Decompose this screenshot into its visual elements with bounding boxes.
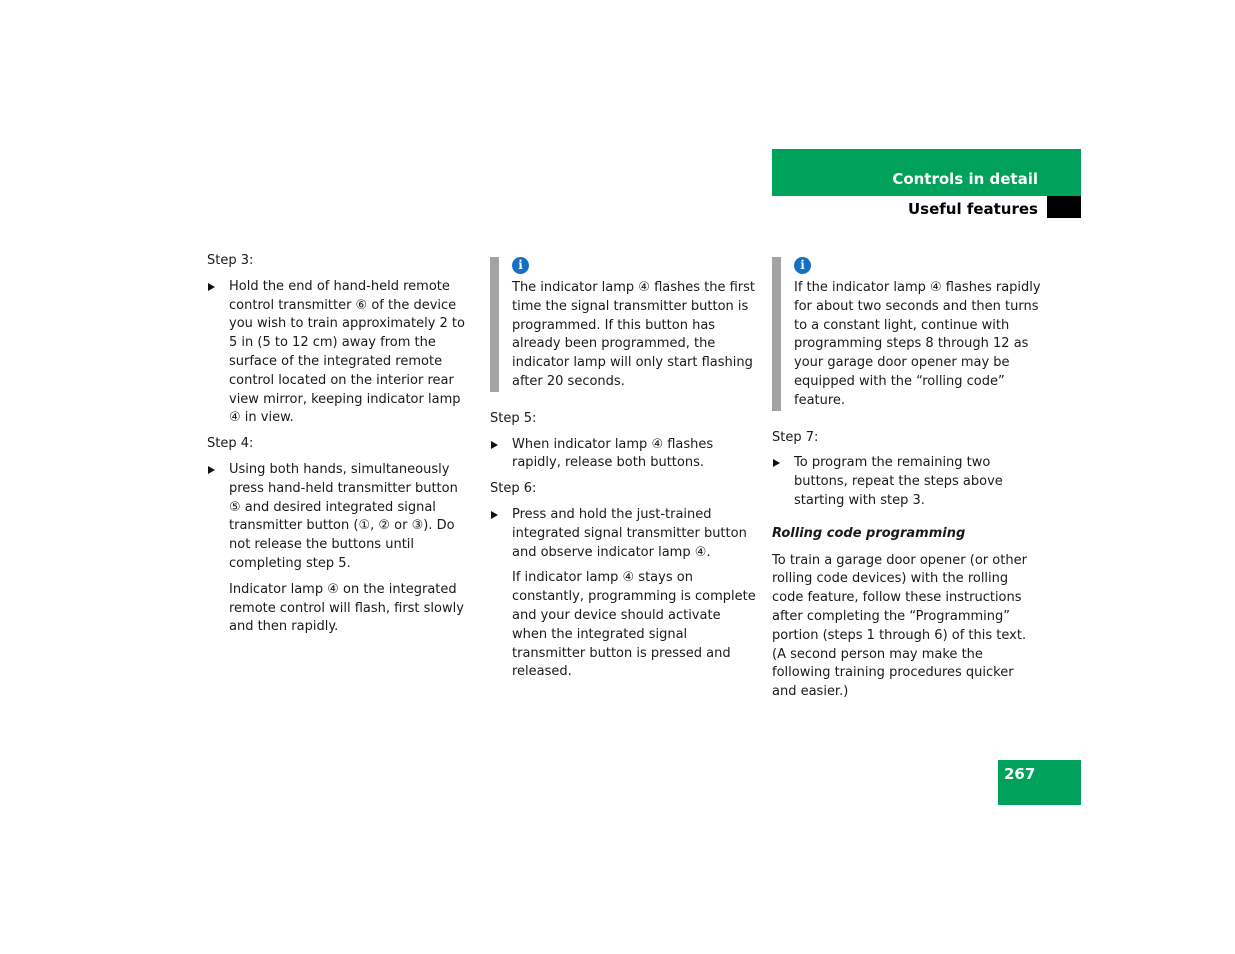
- info-note-text: The indicator lamp ④ flashes the first time the signal transmitter button is programmed. If this button has already been programmed, the indicator lamp will only start flashing after 20 seconds.: [512, 280, 756, 389]
- step-4-instruction: Using both hands, simultaneously press hand-held transmitter button ⑤ and desired integrated signal transmitter button (①, ② or ③). Do not release the buttons until completing step 5.: [207, 461, 473, 574]
- step-4-label: Step 4:: [207, 436, 254, 452]
- step-6-result: If indicator lamp ④ stays on constantly, programming is complete and your device should activate when the integrated signal transmitter button is pressed and released.: [512, 570, 756, 680]
- column-3: [772, 252, 1042, 702]
- header-band: [772, 149, 1081, 196]
- note-bar: [772, 257, 781, 411]
- info-icon: i: [794, 257, 811, 274]
- step-5-instruction: When indicator lamp ④ flashes rapidly, release both buttons.: [490, 436, 756, 474]
- step-3-label: Step 3:: [207, 253, 254, 268]
- step-6-instruction: Press and hold the just-trained integrated signal transmitter button and observe indicator lamp ④.: [490, 506, 756, 562]
- column-1: [207, 252, 473, 644]
- page-number: 267: [1004, 765, 1036, 783]
- column-2: [490, 252, 756, 689]
- step-7-instruction: To program the remaining two buttons, repeat the steps above starting with step 3.: [772, 454, 1042, 510]
- note-bar: [490, 257, 499, 392]
- info-note: [772, 257, 1042, 411]
- step-3-instruction: Hold the end of hand-held remote control transmitter ⑥ of the device you wish to train approximately 2 to 5 in (5 to 12 cm) away from the surface of the integrated remote control located on the interior rear view mirror, keeping indicator lamp ④ in view.: [207, 278, 473, 428]
- step-7-label: Step 7:: [772, 429, 819, 445]
- rolling-code-heading: Rolling code programming: [772, 525, 966, 541]
- header-tab-marker: [1047, 196, 1081, 218]
- info-note-text: If the indicator lamp ④ flashes rapidly for about two seconds and then turns to a constant light, continue with programming steps 8 through 12 as your garage door opener may be equipped with the “rolling code” feature.: [794, 280, 1041, 408]
- rolling-code-text: To train a garage door opener (or other rolling code devices) with the rolling code feature, follow these instructions after completing the “Programming” portion (steps 1 through 6) of this text. (A second person may make the following training procedures quicker and easier.): [772, 552, 1027, 700]
- step-5-label: Step 5:: [490, 410, 537, 426]
- subsection-title: Useful features: [907, 200, 1038, 218]
- info-icon: i: [512, 257, 529, 274]
- page-number-badge: [998, 760, 1081, 805]
- step-4-result: Indicator lamp ④ on the integrated remote control will flash, first slowly and then rapidly.: [229, 581, 464, 635]
- info-note: [490, 257, 756, 392]
- section-title: Controls in detail: [892, 170, 1038, 188]
- step-6-label: Step 6:: [490, 481, 537, 497]
